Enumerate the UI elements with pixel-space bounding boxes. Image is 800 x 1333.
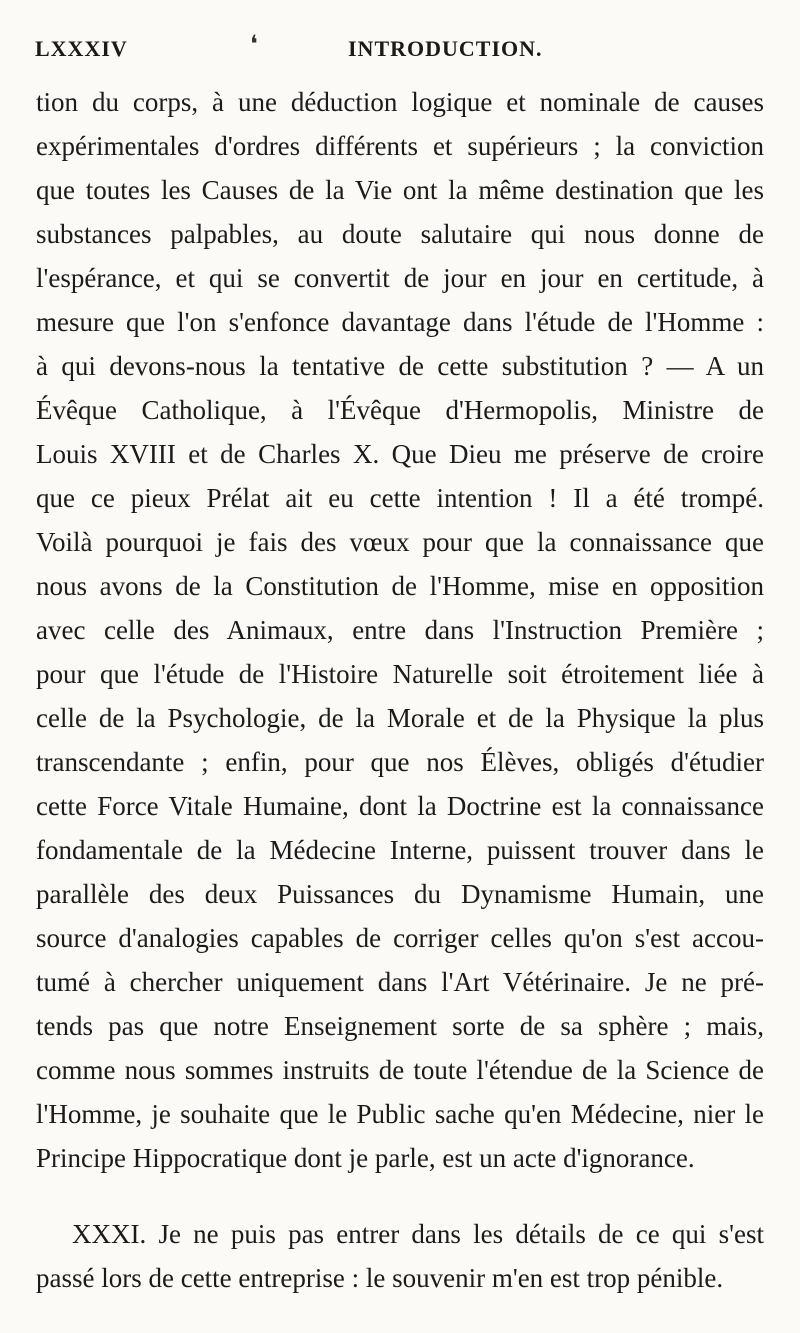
- text-line: tends pas que notre Enseignement sorte de sa sphère ; mais,: [36, 1011, 764, 1041]
- text-line: pour que l'étude de l'Histoire Naturelle soit étroitement liée à: [36, 659, 764, 689]
- page-number: LXXXIV: [35, 36, 128, 61]
- text-line: l'espérance, et qui se convertit de jour en jour en certitude, à: [36, 263, 764, 293]
- text-line: que toutes les Causes de la Vie ont la même destination que les: [36, 175, 764, 205]
- text-line: tumé à chercher uniquement dans l'Art Vétérinaire. Je ne pré-: [36, 967, 764, 997]
- text-line: tion du corps, à une déduction logique et nominale de causes: [36, 87, 764, 117]
- paragraph-xxxi: [36, 1212, 764, 1300]
- text-line: avec celle des Animaux, entre dans l'Instruction Première ;: [36, 615, 764, 645]
- text-line: fondamentale de la Médecine Interne, puissent trouver dans le: [36, 835, 764, 865]
- text-line: XXXI. Je ne puis pas entrer dans les détails de ce qui s'est: [72, 1219, 764, 1249]
- text-line: parallèle des deux Puissances du Dynamisme Humain, une: [36, 879, 764, 909]
- text-line: source d'analogies capables de corriger celles qu'on s'est accou-: [36, 923, 764, 953]
- text-line: Principe Hippocratique dont je parle, est un acte d'ignorance.: [36, 1143, 695, 1173]
- text-line: comme nous sommes instruits de toute l'étendue de la Science de: [36, 1055, 764, 1085]
- text-line: nous avons de la Constitution de l'Homme, mise en opposition: [36, 571, 764, 601]
- text-line: cette Force Vitale Humaine, dont la Doctrine est la connaissance: [36, 791, 764, 821]
- text-line: passé lors de cette entreprise : le souvenir m'en est trop pénible.: [36, 1263, 724, 1293]
- text-line: Louis XVIII et de Charles X. Que Dieu me préserve de croire: [36, 439, 764, 469]
- text-line: que ce pieux Prélat ait eu cette intention ! Il a été trompé.: [36, 483, 764, 513]
- text-line: substances palpables, au doute salutaire qui nous donne de: [36, 219, 764, 249]
- text-line: expérimentales d'ordres différents et supérieurs ; la conviction: [36, 131, 764, 161]
- text-line: Voilà pourquoi je fais des vœux pour que la connaissance que: [36, 527, 764, 557]
- text-line: Évêque Catholique, à l'Évêque d'Hermopolis, Ministre de: [36, 395, 764, 425]
- text-line: mesure que l'on s'enfonce davantage dans l'étude de l'Homme :: [36, 307, 764, 337]
- text-line: celle de la Psychologie, de la Morale et de la Physique la plus: [36, 703, 764, 733]
- text-line: à qui devons-nous la tentative de cette substitution ? — A un: [36, 351, 764, 381]
- ornament-mark-icon: ❛: [250, 32, 259, 58]
- paragraph-main: [36, 80, 764, 1180]
- text-line: transcendante ; enfin, pour que nos Élèves, obligés d'étudier: [36, 747, 764, 777]
- text-line: l'Homme, je souhaite que le Public sache qu'en Médecine, nier le: [36, 1099, 764, 1129]
- running-head: INTRODUCTION.: [348, 36, 543, 61]
- page-header: [35, 28, 765, 68]
